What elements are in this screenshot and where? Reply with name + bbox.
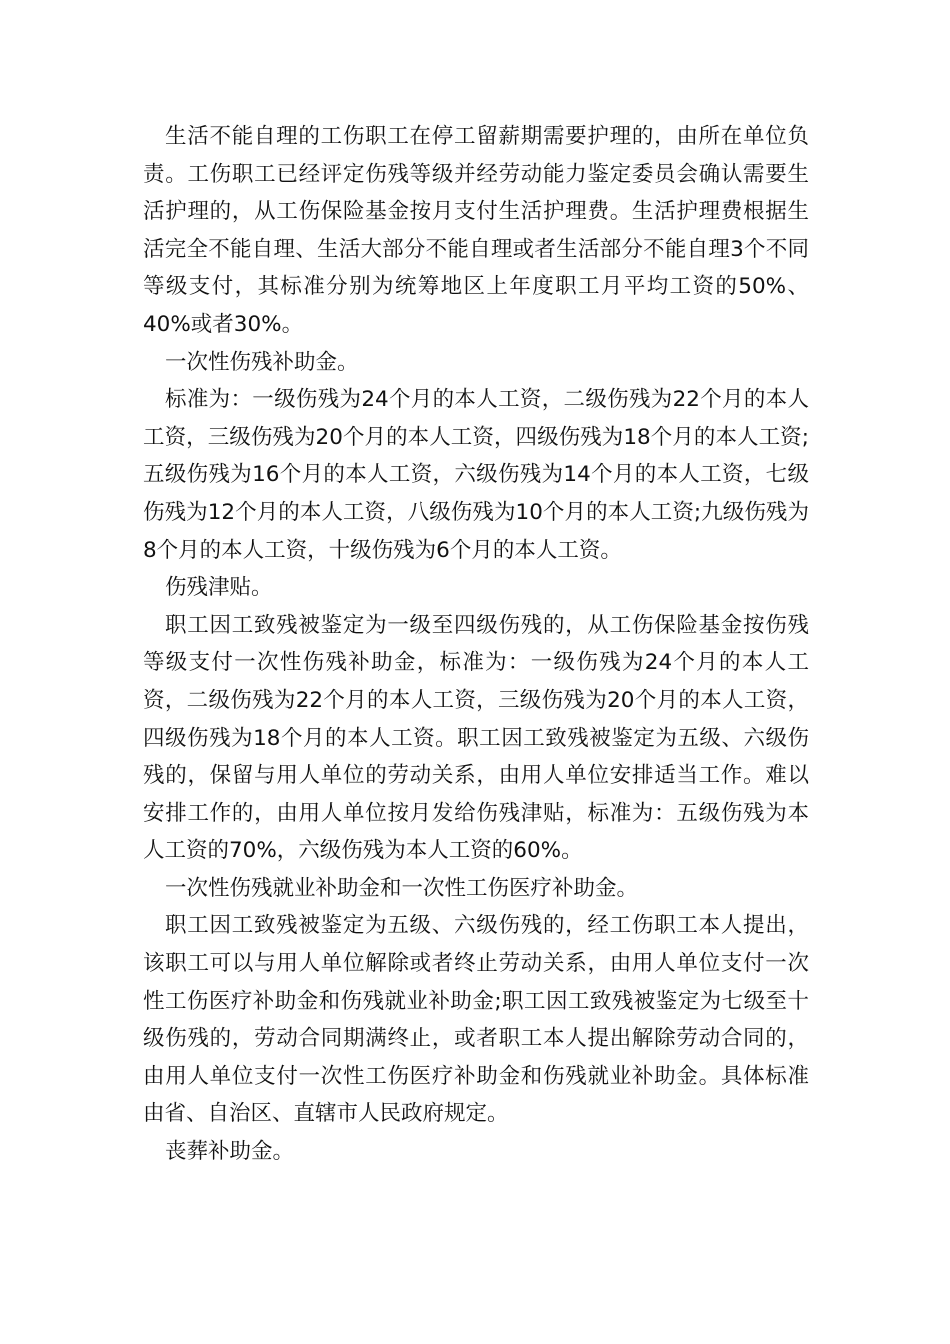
heading-disability-allowance: 伤残津贴。 <box>165 575 273 601</box>
heading-employment-and-medical-subsidy: 一次性伤残就业补助金和一次性工伤医疗补助金。 <box>165 875 639 901</box>
paragraph-disability-subsidy-standard: 标准为：一级伤残为24个月的本人工资，二级伤残为22个月的本人工资，三级伤残为20个月的本人工资，四级伤残为18个月的本人工资;五级伤残为16个月的本人工资，六级伤残为14个月的本人工资，七级伤残为12个月的本人工资，八级伤残为10个月的本人工资;九级伤残为8个月的本人工资，十级伤残为6个月的本人工资。 <box>143 387 809 563</box>
heading-one-time-disability-subsidy: 一次性伤残补助金。 <box>165 349 359 375</box>
document-body <box>143 118 809 1171</box>
paragraph-nursing-care: 生活不能自理的工伤职工在停工留薪期需要护理的，由所在单位负责。工伤职工已经评定伤残等级并经劳动能力鉴定委员会确认需要生活护理的，从工伤保险基金按月支付生活护理费。生活护理费根据生活完全不能自理、生活大部分不能自理或者生活部分不能自理3个不同等级支付，其标准分别为统筹地区上年度职工月平均工资的50%、40%或者30%。 <box>143 124 809 337</box>
paragraph-employment-and-medical-subsidy: 职工因工致残被鉴定为五级、六级伤残的，经工伤职工本人提出，该职工可以与用人单位解除或者终止劳动关系，由用人单位支付一次性工伤医疗补助金和伤残就业补助金;职工因工致残被鉴定为七级至十级伤残的，劳动合同期满终止，或者职工本人提出解除劳动合同的，由用人单位支付一次性工伤医疗补助金和伤残就业补助金。具体标准由省、自治区、直辖市人民政府规定。 <box>143 913 809 1127</box>
paragraph-disability-allowance: 职工因工致残被鉴定为一级至四级伤残的，从工伤保险基金按伤残等级支付一次性伤残补助金，标准为：一级伤残为24个月的本人工资，二级伤残为22个月的本人工资，三级伤残为20个月的本人工资，四级伤残为18个月的本人工资。职工因工致残被鉴定为五级、六级伤残的，保留与用人单位的劳动关系，由用人单位安排适当工作。难以安排工作的，由用人单位按月发给伤残津贴，标准为：五级伤残为本人工资的70%，六级伤残为本人工资的60%。 <box>143 612 809 864</box>
heading-funeral-subsidy: 丧葬补助金。 <box>165 1139 295 1165</box>
